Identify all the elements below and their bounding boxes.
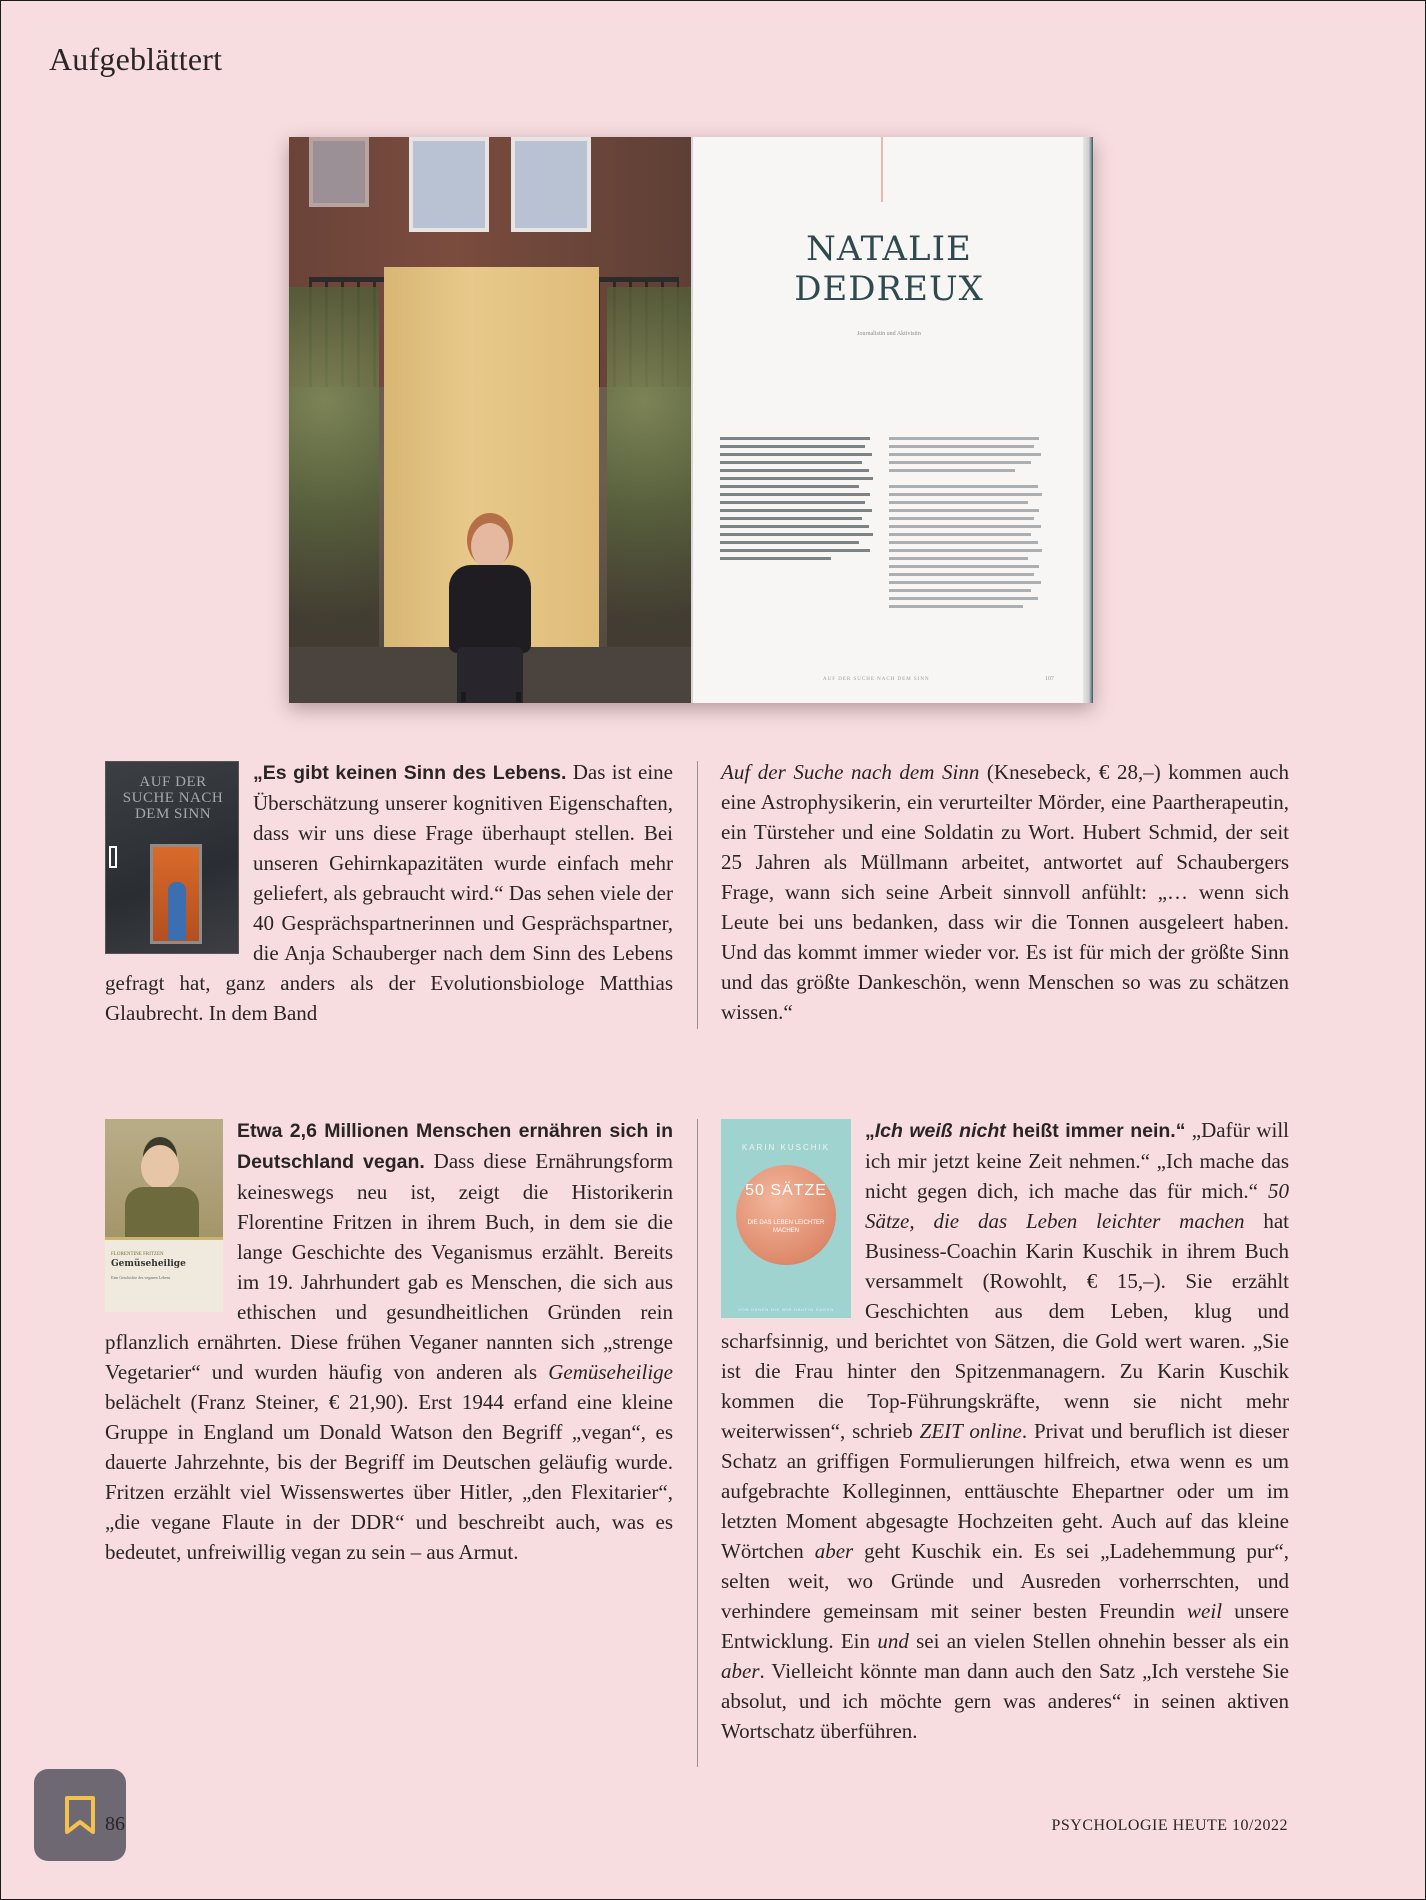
magazine-spread-image: [289, 137, 1093, 703]
article-sinn-right: [721, 757, 1289, 1027]
spread-page-number: 107: [1045, 676, 1054, 682]
person-head: [471, 523, 509, 569]
emphasis-word: aber: [814, 1539, 854, 1563]
source-name: ZEIT online: [919, 1419, 1022, 1443]
book-cover-50-saetze: [721, 1119, 851, 1318]
article-text: belächelt (Franz Steiner, € 21,90). Erst 1944 erfand eine kleine Gruppe in England um Donald Watson den Begriff „vegan“, es dauerte Jahrzehnte, bis der Begriff im Deutschen geläufig wurde. Fritzen erzählt viel Wissenswertes über Hitler, „den Flexitarier“, „die vegane Flaute in der DDR“ und beschreibt auch, was es bedeutet, unfreiwillig vegan zu sein – aus Armut.: [105, 1390, 673, 1564]
spread-headline-line2: DEDREUX: [794, 269, 984, 309]
lead-rest: heißt immer nein.“: [1005, 1120, 1186, 1142]
emphasis-word: aber: [721, 1659, 760, 1683]
cover-title: Gemüseheilige: [111, 1259, 186, 1269]
cover-title: AUF DER SUCHE NACH DEM SINN: [122, 774, 224, 822]
spread-subtitle: Journalistin und Aktivistin: [857, 331, 921, 337]
column-divider: [697, 1119, 698, 1767]
article-text: . Vielleicht könnte man dann auch den Satz „Ich verstehe Sie absolut, und ich möchte gern was anderes“ in seinen aktiven Wortschatz überführen.: [721, 1659, 1289, 1743]
cover-mark: [109, 846, 117, 868]
article-text: hat Business-Coachin Karin Kuschik in ihrem Buch versammelt (Rowohlt, € 15,–). Sie erzählt Geschichten aus dem Leben, klug und scharfsinnig, und berichtet von Sätzen, die Gold wert waren. „Sie ist die Frau hinter den Spitzenmanagern. Zu Karin Kuschik kommen die Top-Führungskräfte, wenn sie nicht mehr weiterwissen“, schrieb: [721, 1209, 1290, 1443]
plants-right: [607, 287, 691, 667]
cover-boy-head: [141, 1145, 179, 1189]
window: [309, 137, 369, 207]
emphasis-word: weil: [1187, 1599, 1223, 1623]
spread-column-right: [889, 437, 1047, 613]
publication-footer: PSYCHOLOGIE HEUTE 10/2022: [1051, 1817, 1288, 1834]
article-text: „Dafür will ich mir jetzt keine Zeit nehmen.“ „Ich mache das nicht gegen dich, ich mache das für mich.“: [865, 1118, 1289, 1203]
article-text: (Knesebeck, € 28,–) kommen auch eine Astrophysikerin, ein verurteilter Mörder, eine Paartherapeutin, ein Türsteher und eine Soldatin zu Wort. Hubert Schmid, der seit 25 Jahren als Müllmann arbeitet, antwortet auf Schaubergers Frage, wann sich seine Arbeit sinnvoll anfühlt: „… wenn sich Leute bei uns bedanken, dass wir die Tonnen ausgeleert haben. Und das kommt immer wieder vor. Es ist für mich der größte Sinn und das größte Dankeschön, wenn Menschen so was zu schätzen wissen.“: [721, 760, 1289, 1024]
cover-number: 50 SÄTZE: [745, 1182, 827, 1199]
cover-title: DIE DAS LEBEN LEICHTER MACHEN: [747, 1220, 825, 1234]
lead-quote: „: [865, 1120, 875, 1142]
column-divider: [697, 761, 698, 1029]
page-number: 86: [105, 1813, 125, 1835]
portrait-photo: [289, 137, 691, 703]
article-lead: „Es gibt keinen Sinn des Lebens.: [253, 762, 567, 784]
article-text: geht Kuschik ein. Es sei „Ladehemmung pur“, selten weit, wo Gründe und Ausreden vorherrschten, und verhindere gemeinsam mit seiner besten Freundin: [721, 1539, 1289, 1623]
article-vegan: [105, 1115, 673, 1567]
article-text: sei an vielen Stellen ohnehin besser als ein: [908, 1629, 1290, 1653]
bookmark-icon: [63, 1795, 97, 1835]
book-title: Auf der Suche nach dem Sinn: [721, 760, 980, 784]
article-text: unsere Entwicklung. Ein: [721, 1599, 1290, 1653]
book-cover-gemueseheilige: [105, 1119, 223, 1312]
cover-circle: [736, 1165, 836, 1265]
article-text: Das ist eine Überschätzung unserer kognitiven Eigenschaften, dass wir uns diese Frage überhaupt stellen. Bei unseren Gehirnkapazitäten wurde einfach mehr geliefert, als gebraucht wird.“ Das sehen viele der 40 Gesprächspartnerinnen und Gesprächspartner, die Anja Schauberger nach dem Sinn des Lebens gefragt hat, ganz anders als der Evolutionsbiologe Matthias Glaubrecht. In dem Band: [105, 760, 674, 1025]
page-edge: [1083, 137, 1093, 703]
article-saetze: [721, 1115, 1289, 1746]
emphasis-word: und: [877, 1629, 909, 1653]
spread-footer: AUF DER SUCHE NACH DEM SINN: [823, 677, 930, 682]
spread-column-left: [720, 437, 878, 565]
cover-subtitle: Eine Geschichte des veganen Lebens: [111, 1275, 171, 1280]
stool: [461, 692, 521, 702]
accent-line: [881, 137, 883, 202]
article-text: Dass diese Ernährungsform keineswegs neu ist, zeigt die Historikerin Florentine Fritzen in ihrem Buch, in dem sie die lange Geschichte des Veganismus erzählt. Bereits im 19. Jahrhundert gab es Menschen, die sich aus ethischen und gesundheitlichen Gründen rein pflanzlich ernährten. Diese frühen Veganer nannten sich „strenge Vegetarier“ und wurden häufig von anderen als: [105, 1149, 674, 1384]
spread-text-page: [691, 137, 1093, 703]
window: [511, 137, 591, 232]
book-title: 50 Sätze, die das Leben leichter machen: [865, 1179, 1289, 1233]
article-lead: [865, 1120, 1185, 1142]
article-text: . Privat und beruflich ist dieser Schatz an griffigen Formulierungen hilfreich, etwa wenn es um aufgebrachte Kolleginnen, enttäuschte Ehepartner oder um im letzten Moment abgesagte Hochzeiten geht. Auch auf das kleine Wörtchen: [721, 1419, 1289, 1563]
book-cover-sinn: [105, 761, 239, 954]
plants-left: [289, 287, 379, 667]
lead-italic: Ich weiß nicht: [874, 1120, 1006, 1142]
cover-person: [168, 882, 186, 940]
person-body: [449, 565, 531, 653]
cover-bottom-text: VON DENEN DIE WIR HÄUFIG SAGEN: [738, 1307, 834, 1312]
article-lead: Etwa 2,6 Millionen Menschen ernähren sich in Deutschland vegan.: [237, 1120, 673, 1173]
book-title: Gemüseheilige: [548, 1360, 673, 1384]
spread-headline-line1: NATALIE: [806, 229, 972, 269]
cover-author: KARIN KUSCHIK: [741, 1143, 831, 1152]
article-sinn-left: [105, 757, 673, 1028]
section-title: Aufgeblättert: [49, 41, 223, 77]
spread-headline: [693, 229, 1085, 309]
cover-author: FLORENTINE FRITZEN: [111, 1252, 164, 1257]
window: [409, 137, 489, 232]
